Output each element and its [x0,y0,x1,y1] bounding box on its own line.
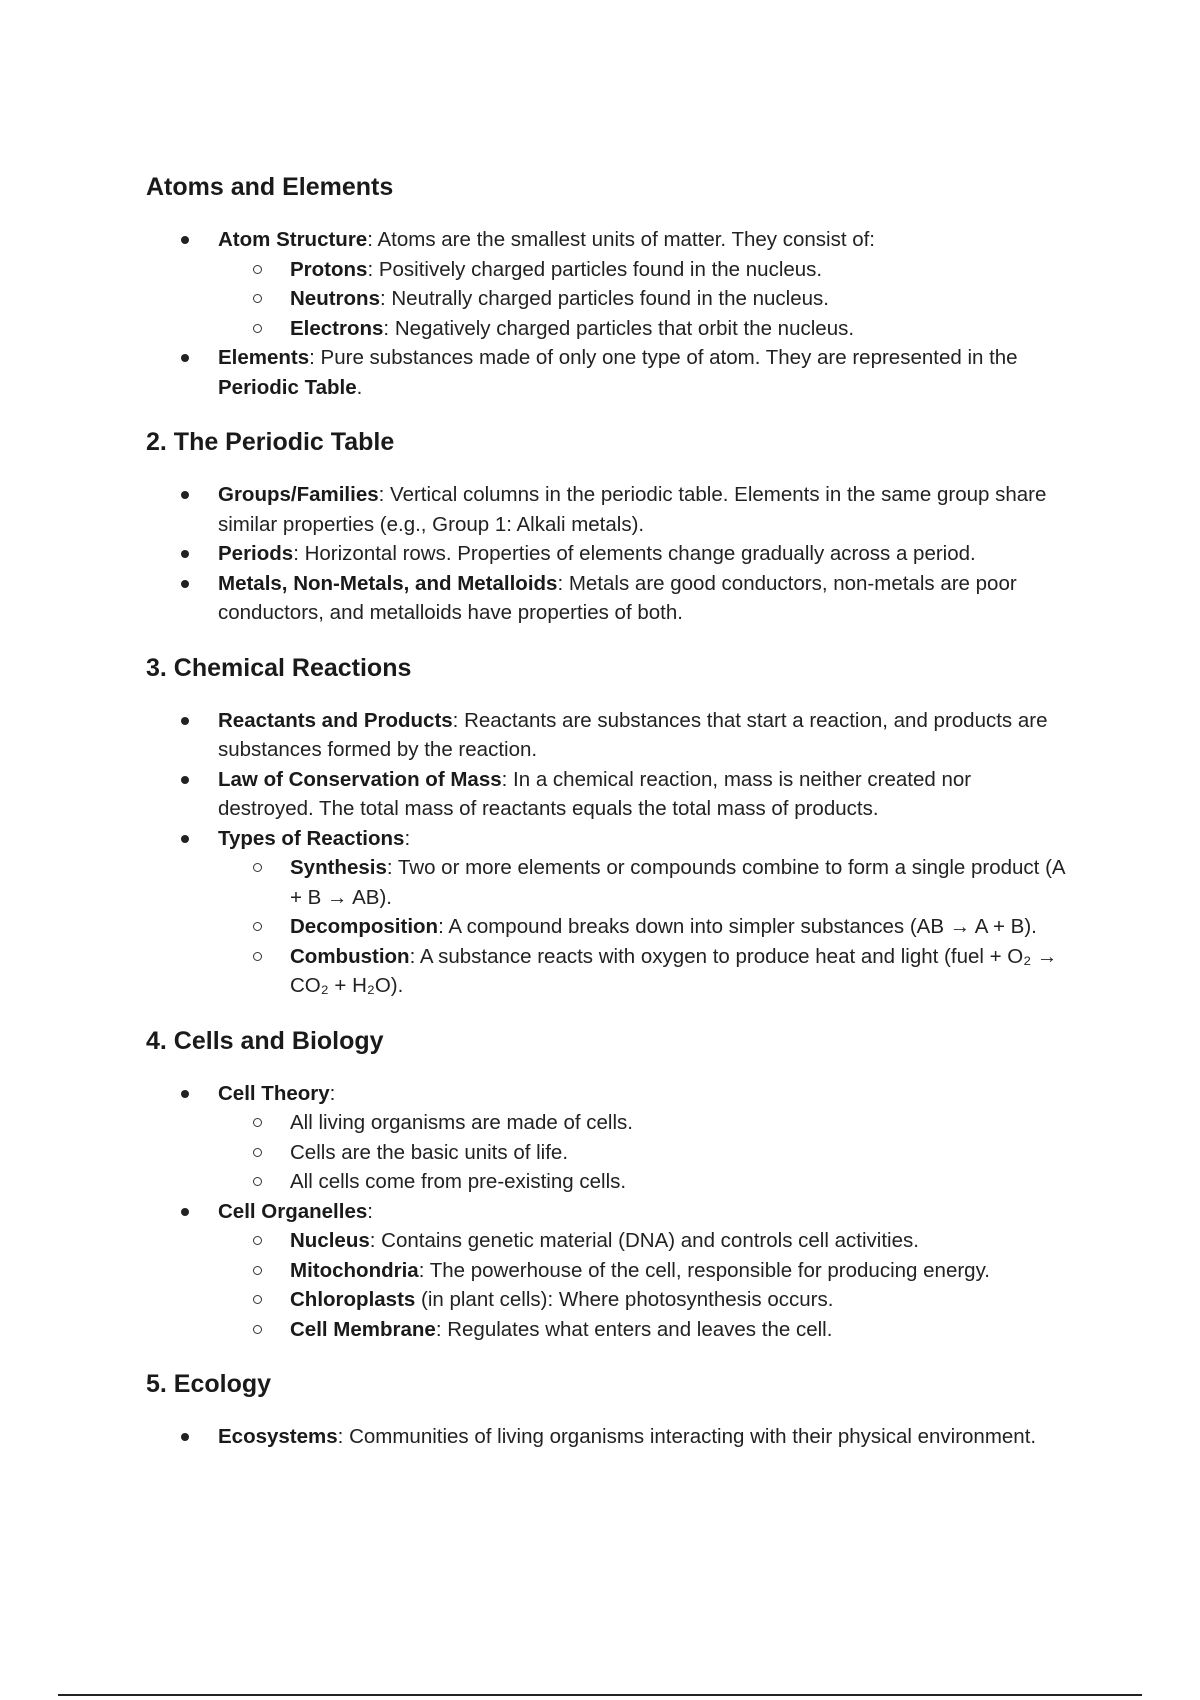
sub-list-item [218,1315,1066,1345]
definition: : Pure substances made of only one type of atom. They are represented in the [309,346,1018,369]
sub-list-item [218,1256,1066,1286]
definition: : In a chemical reaction, mass is neither created nor destroyed. The total mass of reactants equals the total mass of products. [218,767,972,820]
hollow-bullet-icon [253,863,262,872]
bullet-icon [181,580,189,588]
sub-list-item [218,1167,1066,1197]
sub-list-item [218,314,1066,344]
sub-list-item [218,1226,1066,1256]
list-item [146,480,1066,539]
hollow-bullet-icon [253,324,262,333]
definition: : Neutrally charged particles found in the nucleus. [379,287,829,310]
list-item [146,706,1066,765]
definition: All living organisms are made of cells. [290,1111,633,1134]
term: Neutrons [290,287,380,310]
term: Nucleus [290,1229,370,1252]
term: Cell Organelles [218,1199,368,1223]
section-chemical-reactions [146,651,1066,1001]
hollow-bullet-icon [253,1177,262,1186]
bullet-icon [181,236,189,244]
term: Metals, Non-Metals, and Metalloids [218,571,558,595]
definition: : Metals are good conductors, non-metals are poor conductors, and metalloids have properties of both. [218,571,1017,624]
definition: : Atoms are the smallest units of matter. They consist of: [367,228,876,251]
sub-list [218,853,1066,1001]
sub-list [218,1226,1066,1344]
page-bottom-rule [58,1694,1142,1696]
section-atoms-elements [146,170,1066,402]
term: Electrons [290,316,384,340]
hollow-bullet-icon [253,1236,262,1245]
term: Elements [218,346,310,369]
sub-list-item [218,1108,1066,1138]
bullet-list [146,1079,1066,1345]
hollow-bullet-icon [253,1325,262,1334]
section-title: 4. Cells and Biology [146,1026,384,1055]
bullet-icon [181,550,189,558]
list-item [146,539,1066,569]
term: Protons [290,257,368,281]
hollow-bullet-icon [253,922,262,931]
sub-list-item [218,284,1066,314]
hollow-bullet-icon [253,1266,262,1275]
sub-list-item [218,255,1066,285]
definition: (in plant cells): Where photosynthesis occurs. [415,1288,834,1311]
term: Synthesis [290,856,387,879]
definition: : Regulates what enters and leaves the cell. [435,1317,833,1341]
sub-list-item [218,1285,1066,1315]
sub-list [218,255,1066,344]
term: Periodic Table [218,375,357,399]
hollow-bullet-icon [253,952,262,961]
term: Periods [218,542,294,565]
hollow-bullet-icon [253,1148,262,1157]
hollow-bullet-icon [253,1295,262,1304]
term: Atom Structure [218,228,368,251]
definition: : Negatively charged particles that orbit the nucleus. [383,316,855,340]
list-item [146,1422,1066,1452]
definition: : Positively charged particles found in the nucleus. [367,257,823,281]
hollow-bullet-icon [253,265,262,274]
bullet-icon [181,717,189,725]
definition: : The powerhouse of the cell, responsible for producing energy. [418,1258,990,1282]
bullet-list [146,1422,1066,1452]
bullet-list [146,225,1066,402]
section-title: 3. Chemical Reactions [146,653,412,682]
definition: : Horizontal rows. Properties of elements change gradually across a period. [293,542,976,565]
section-cells-biology [146,1024,1066,1345]
bullet-icon [181,776,189,784]
list-item [146,1079,1066,1197]
term: Combustion [290,944,410,968]
definition: : Reactants are substances that start a reaction, and products are substances formed by the reaction. [218,708,1048,761]
bullet-icon [181,491,189,499]
hollow-bullet-icon [253,294,262,303]
term: Groups/Families [218,483,379,506]
section-ecology [146,1367,1066,1452]
definition: Cells are the basic units of life. [290,1140,569,1164]
definition: All cells come from pre-existing cells. [290,1170,627,1193]
section-title: Atoms and Elements [146,173,394,201]
list-item [146,765,1066,824]
term: Mitochondria [290,1258,419,1282]
definition: : Vertical columns in the periodic table. Elements in the same group share similar properties (e.g., Group 1: Alkali metals). [218,483,1047,536]
list-item [146,1197,1066,1345]
definition: . [356,375,363,399]
term: Cell Theory [218,1081,330,1105]
sub-list-item [218,912,1066,942]
sub-list-item [218,942,1066,1001]
list-item [146,225,1066,343]
bullet-icon [181,354,189,362]
section-periodic-table [146,425,1066,628]
hollow-bullet-icon [253,1118,262,1127]
definition: : [404,826,411,850]
bullet-icon [181,1433,189,1441]
list-item [146,569,1066,628]
term: Types of Reactions [218,826,405,850]
document-content [146,170,1066,1475]
bullet-list [146,706,1066,1001]
sub-list-item [218,853,1066,912]
term: Decomposition [290,915,439,938]
bullet-icon [181,1208,189,1216]
definition: : A compound breaks down into simpler substances (AB → A + B). [438,915,1037,938]
list-item [146,824,1066,1001]
definition: : Two or more elements or compounds combine to form a single product (A + B → AB). [290,856,1065,909]
sub-list-item [218,1138,1066,1168]
definition: : Contains genetic material (DNA) and controls cell activities. [369,1229,919,1252]
term: Reactants and Products [218,708,453,732]
definition: : A substance reacts with oxygen to produce heat and light (fuel + O₂ → CO₂ + H₂O). [290,944,1058,997]
term: Cell Membrane [290,1317,436,1341]
definition: : Communities of living organisms interacting with their physical environment. [337,1425,1037,1448]
section-title: 5. Ecology [146,1370,272,1398]
term: Law of Conservation of Mass [218,767,502,791]
term: Ecosystems [218,1425,338,1448]
bullet-list [146,480,1066,628]
bullet-icon [181,835,189,843]
section-title: 2. The Periodic Table [146,428,395,456]
definition: : [367,1199,373,1223]
definition: : [329,1081,336,1105]
list-item [146,343,1066,402]
bullet-icon [181,1090,189,1098]
sub-list [218,1108,1066,1197]
term: Chloroplasts [290,1288,416,1311]
